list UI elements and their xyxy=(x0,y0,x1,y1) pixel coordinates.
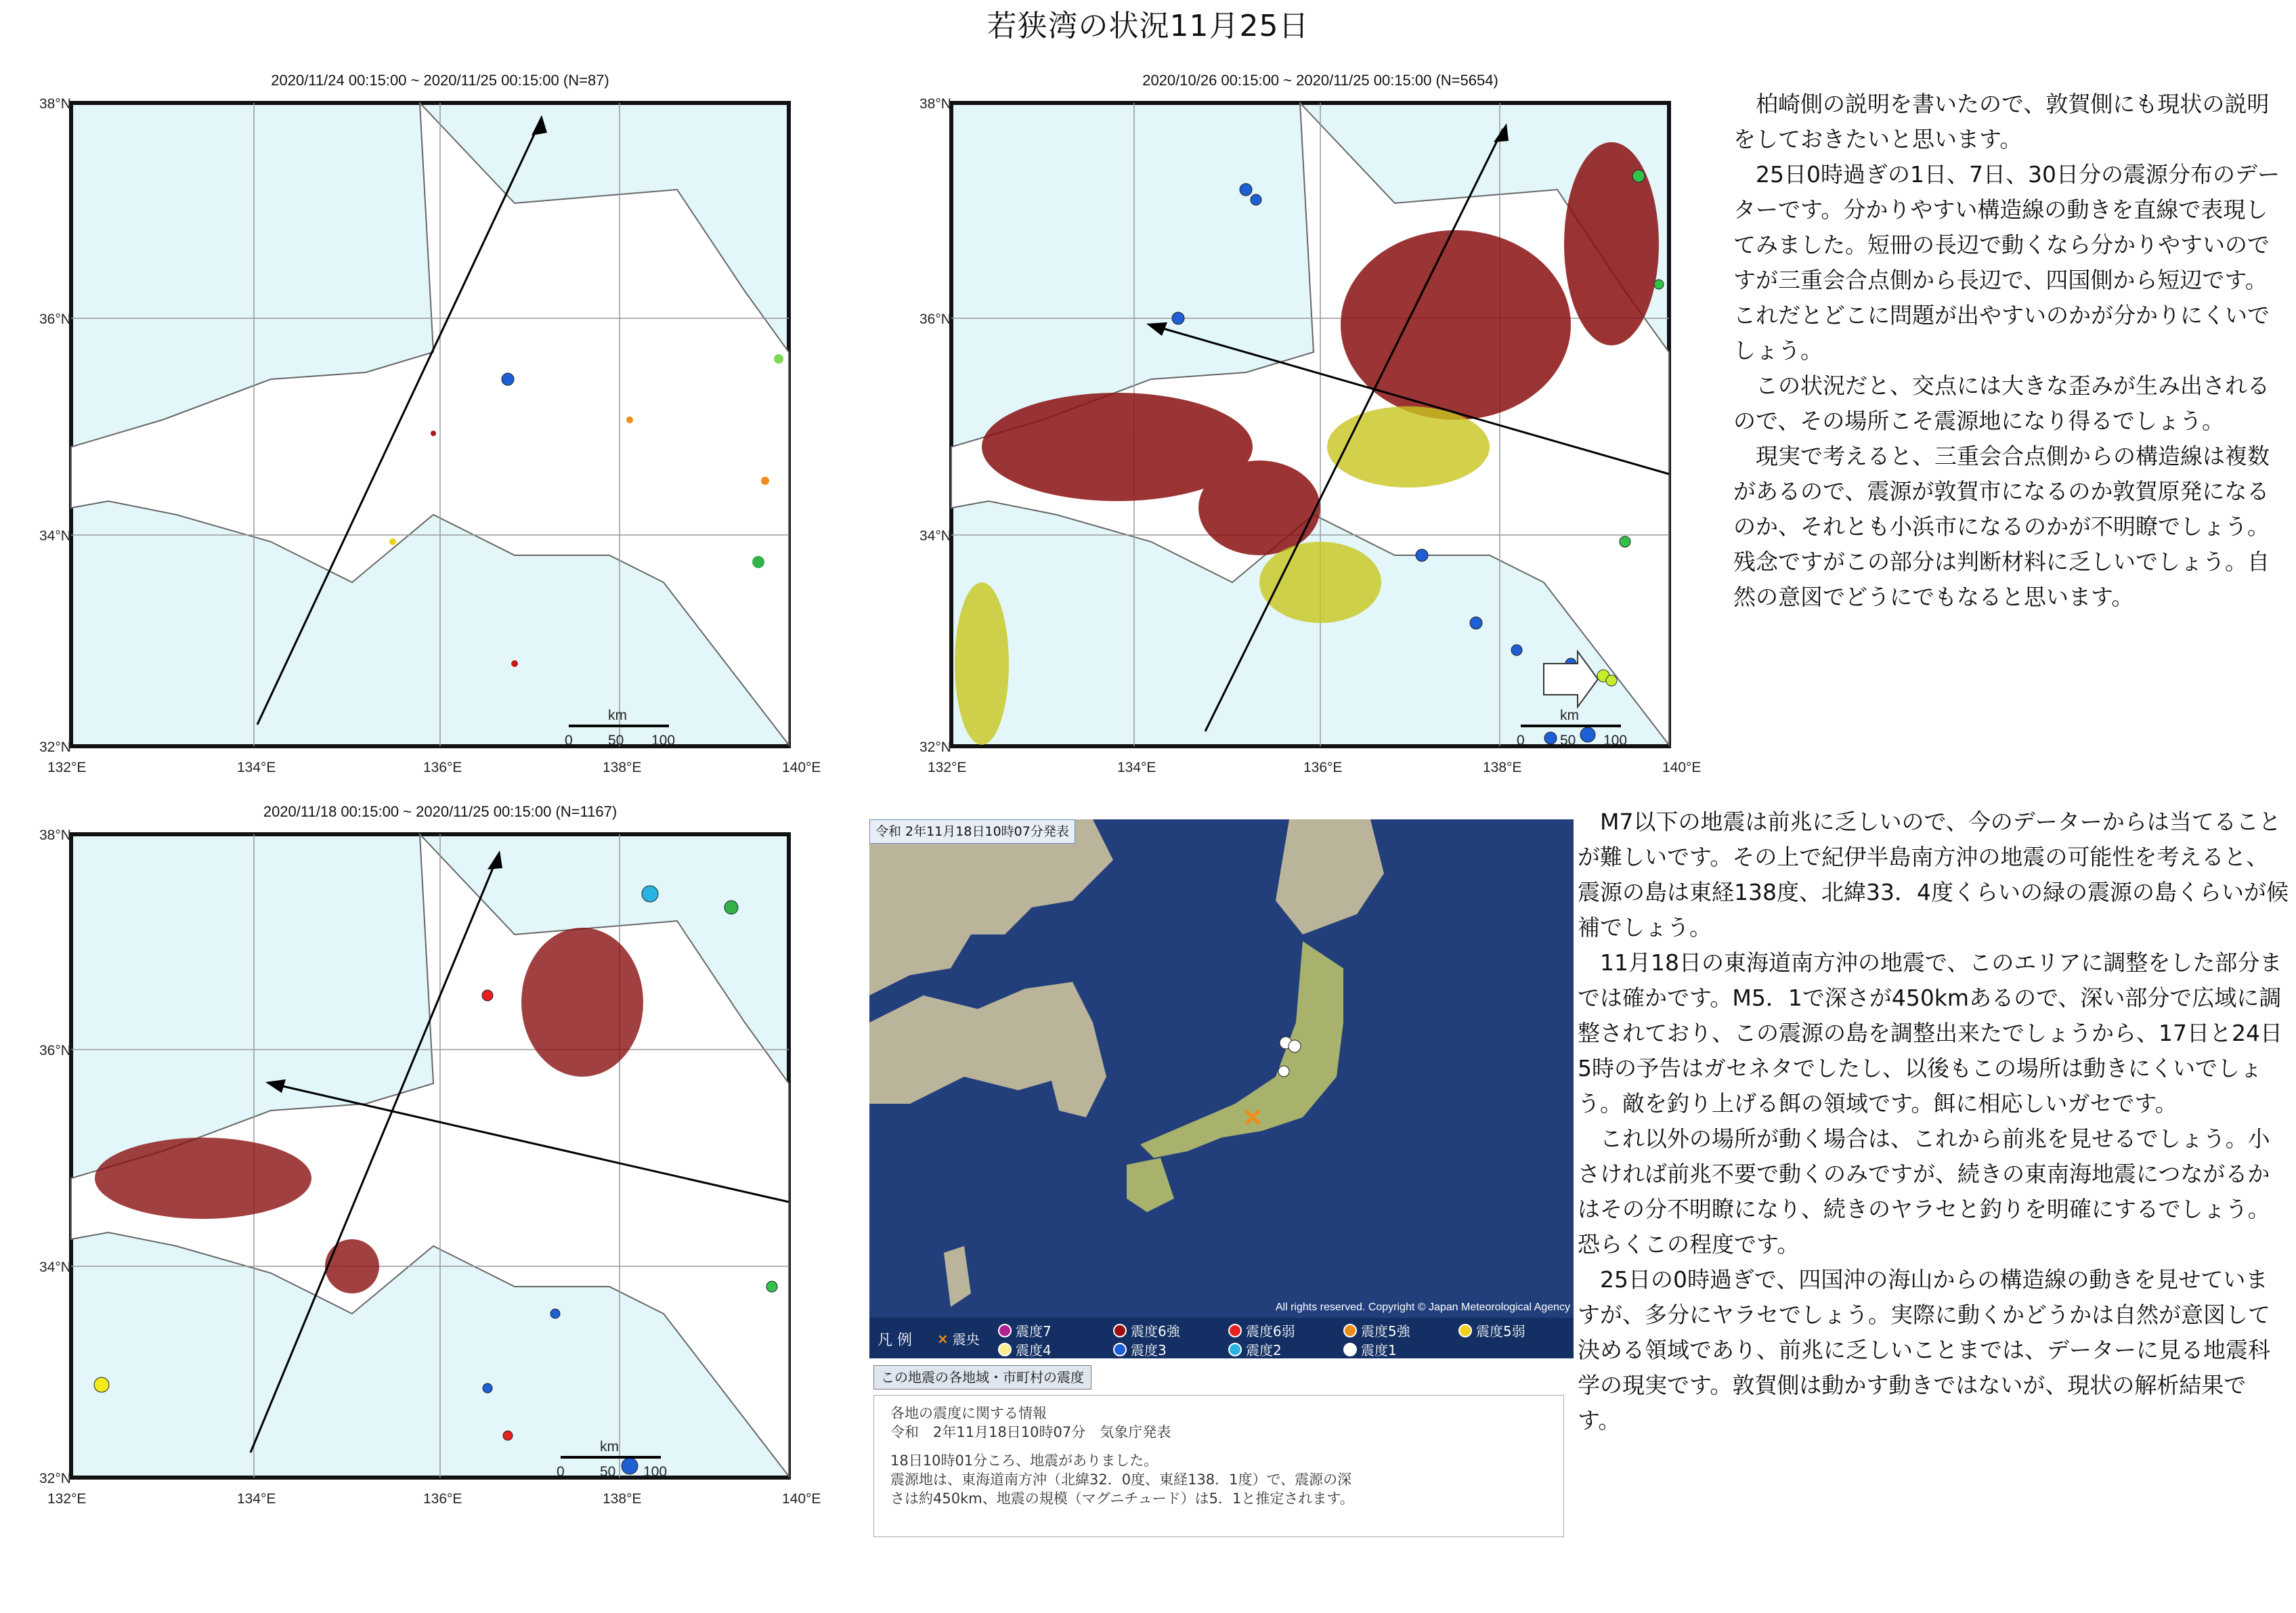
paragraph: 11月18日の東海道南方沖の地震で、このエリアに調整をした部分までは確かです。M5．1で深さが450kmあるので、深い部分で広域に調整されており、この震源の島を調整出来たでしょうから、17日と24日5時の予告はガセネタでしたし、以後もこの場所は動きにくいでしょう。敵を釣り上げる餌の領域です。餌に相応しいガセです。 xyxy=(1578,949,2282,1117)
intensity-swatch xyxy=(1228,1343,1242,1356)
svg-text:0: 0 xyxy=(1517,733,1525,748)
info-title: 各地の震度に関する情報 xyxy=(890,1405,1047,1421)
lat-label: 34°N xyxy=(39,528,71,544)
lon-label: 138°E xyxy=(603,760,642,775)
svg-text:100: 100 xyxy=(651,733,676,748)
paragraph: 25日0時過ぎの1日、7日、30日分の震源分布のデーターです。分かりやすい構造線の動きを直線で表現してみました。短冊の長辺で動くなら分かりやすいのですが三重会合点側から長辺で、四国側から短辺です。これだとどこに問題が出やすいのかが分かりにくいでしょう。 xyxy=(1733,161,2280,364)
intensity-info-box xyxy=(873,1395,1564,1537)
seismic-map-7day xyxy=(0,799,840,1530)
lon-label: 134°E xyxy=(1117,760,1156,775)
lon-label: 132°E xyxy=(47,760,87,775)
intensity-swatch xyxy=(1343,1343,1357,1356)
svg-text:100: 100 xyxy=(643,1464,668,1480)
jma-map xyxy=(869,819,1574,1341)
page-title: 若狭湾の状況11月25日 xyxy=(987,9,1309,43)
paragraph: 柏崎側の説明を書いたので、敦賀側にも現状の説明をしておきたいと思います。 xyxy=(1733,91,2270,152)
svg-text:km: km xyxy=(1560,708,1579,723)
map-3-svg xyxy=(0,799,840,1530)
intensity-swatch xyxy=(1113,1324,1127,1337)
seismic-map-30day xyxy=(880,68,1720,799)
legend-item: 震度2 xyxy=(1228,1339,1282,1359)
lat-label: 36°N xyxy=(39,311,71,327)
lon-label: 136°E xyxy=(423,1491,462,1507)
lon-label: 132°E xyxy=(928,760,967,775)
lat-label: 34°N xyxy=(39,1260,71,1275)
info-line: さは約450km、地震の規模（マグニチュード）は5．1と推定されます。 xyxy=(890,1490,1354,1507)
paragraph: これ以外の場所が動く場合は、これから前兆を見せるでしょう。小さければ前兆不要で動くのみですが、続きの東南海地震につながるかはその分不明瞭になり、続きのヤラセと釣りを明確にするでしょう。恐らくこの程度です。 xyxy=(1578,1125,2270,1257)
paragraph: M7以下の地震は前兆に乏しいので、今のデーターからは当てることが難しいです。その上で紀伊半島南方沖の地震の可能性を考えると、震源の島は東経138度、北緯33．4度くらいの緑の震源の島くらいが候補でしょう。 xyxy=(1578,809,2289,941)
paragraph: 現実で考えると、三重会合点側からの構造線は複数があるので、震源が敦賀市になるのか敦賀原発になるのか、それとも小浜市になるのかが不明瞭でしょう。残念ですがこの部分は判断材料に乏しいでしょう。自然の意図でどうにでもなると思います。 xyxy=(1733,443,2270,610)
lon-label: 138°E xyxy=(1483,760,1522,775)
intensity-swatch xyxy=(1228,1324,1242,1337)
lon-label: 136°E xyxy=(1303,760,1343,775)
svg-text:0: 0 xyxy=(565,733,573,748)
legend-item: 震度4 xyxy=(998,1339,1052,1359)
paragraph: 25日の0時過ぎで、四国沖の海山からの構造線の動きを見せていますが、多分にヤラセでしょう。実際に動くかどうかは自然が意図して決める領域であり、前兆に乏しいことまでは、データーに見る地震科学の現実です。敦賀側は動かす動きではないが、現状の解析結果です。 xyxy=(1578,1266,2270,1434)
intensity-swatch xyxy=(998,1343,1012,1356)
lat-label: 38°N xyxy=(919,96,951,112)
svg-text:50: 50 xyxy=(1560,733,1576,748)
lat-label: 32°N xyxy=(39,739,71,755)
lat-label: 38°N xyxy=(39,96,71,112)
legend-item: 震度6弱 xyxy=(1228,1320,1295,1340)
lon-label: 134°E xyxy=(237,1491,276,1507)
lon-label: 140°E xyxy=(1662,760,1702,775)
legend-item: 震度5強 xyxy=(1343,1320,1410,1340)
copyright: All rights reserved. Copyright © Japan Meteorological Agency xyxy=(1275,1302,1570,1313)
lat-label: 32°N xyxy=(39,1471,71,1486)
intensity-swatch xyxy=(998,1324,1012,1337)
svg-text:km: km xyxy=(600,1439,619,1455)
svg-text:50: 50 xyxy=(608,733,624,748)
svg-text:100: 100 xyxy=(1603,733,1628,748)
legend-item: 震度7 xyxy=(998,1320,1052,1340)
lat-label: 32°N xyxy=(919,739,951,755)
jma-intensity-panel xyxy=(869,819,1574,1507)
svg-text:km: km xyxy=(608,708,627,723)
lat-label: 38°N xyxy=(39,827,71,843)
map-2-svg xyxy=(880,68,1720,799)
legend-item: 震度1 xyxy=(1343,1339,1397,1359)
intensity-swatch xyxy=(1113,1343,1127,1356)
paragraph: この状況だと、交点には大きな歪みが生み出されるので、その場所こそ震源地になり得るでしょう。 xyxy=(1733,372,2270,434)
lon-label: 140°E xyxy=(782,1491,821,1507)
intensity-swatch xyxy=(1343,1324,1357,1337)
jma-header: 令和 2年11月18日10時07分発表 xyxy=(869,819,1075,844)
intensity-swatch xyxy=(1458,1324,1472,1337)
seismic-map-1day xyxy=(0,68,840,799)
svg-text:0: 0 xyxy=(557,1464,565,1480)
info-line: 18日10時01分ころ、地震がありました。 xyxy=(890,1453,1158,1469)
lon-label: 134°E xyxy=(237,760,276,775)
intensity-legend xyxy=(869,1318,1574,1358)
lat-label: 36°N xyxy=(39,1043,71,1058)
map-caption: 2020/10/26 00:15:00 ~ 2020/11/25 00:15:00 (N=5654) xyxy=(1142,72,1498,89)
lon-label: 132°E xyxy=(47,1491,87,1507)
legend-item: 震度3 xyxy=(1113,1339,1167,1359)
commentary-bottom xyxy=(1578,804,2289,1438)
lon-label: 138°E xyxy=(603,1491,642,1507)
legend-item: 震度5弱 xyxy=(1458,1320,1525,1340)
lon-label: 140°E xyxy=(782,760,821,775)
map-1-svg xyxy=(0,68,840,799)
commentary-right xyxy=(1733,87,2289,615)
lat-label: 36°N xyxy=(919,311,951,327)
lon-label: 136°E xyxy=(423,760,462,775)
legend-label: 凡 例 xyxy=(878,1332,912,1349)
legend-item: 震度6強 xyxy=(1113,1320,1180,1340)
legend-epicenter: × 震央 xyxy=(937,1330,980,1348)
map-caption: 2020/11/18 00:15:00 ~ 2020/11/25 00:15:00 (N=1167) xyxy=(263,803,618,820)
lat-label: 34°N xyxy=(919,528,951,544)
epicenter-icon: × xyxy=(937,1330,949,1347)
map-caption: 2020/11/24 00:15:00 ~ 2020/11/25 00:15:00 (N=87) xyxy=(271,72,609,89)
svg-text:50: 50 xyxy=(600,1464,616,1480)
info-line: 震源地は、東海道南方沖（北緯32．0度、東経138．1度）で、震源の深 xyxy=(890,1471,1352,1488)
tab-municipal-intensity[interactable]: この地震の各地域・市町村の震度 xyxy=(873,1365,1091,1390)
info-date: 令和 2年11月18日10時07分 気象庁発表 xyxy=(890,1424,1171,1440)
